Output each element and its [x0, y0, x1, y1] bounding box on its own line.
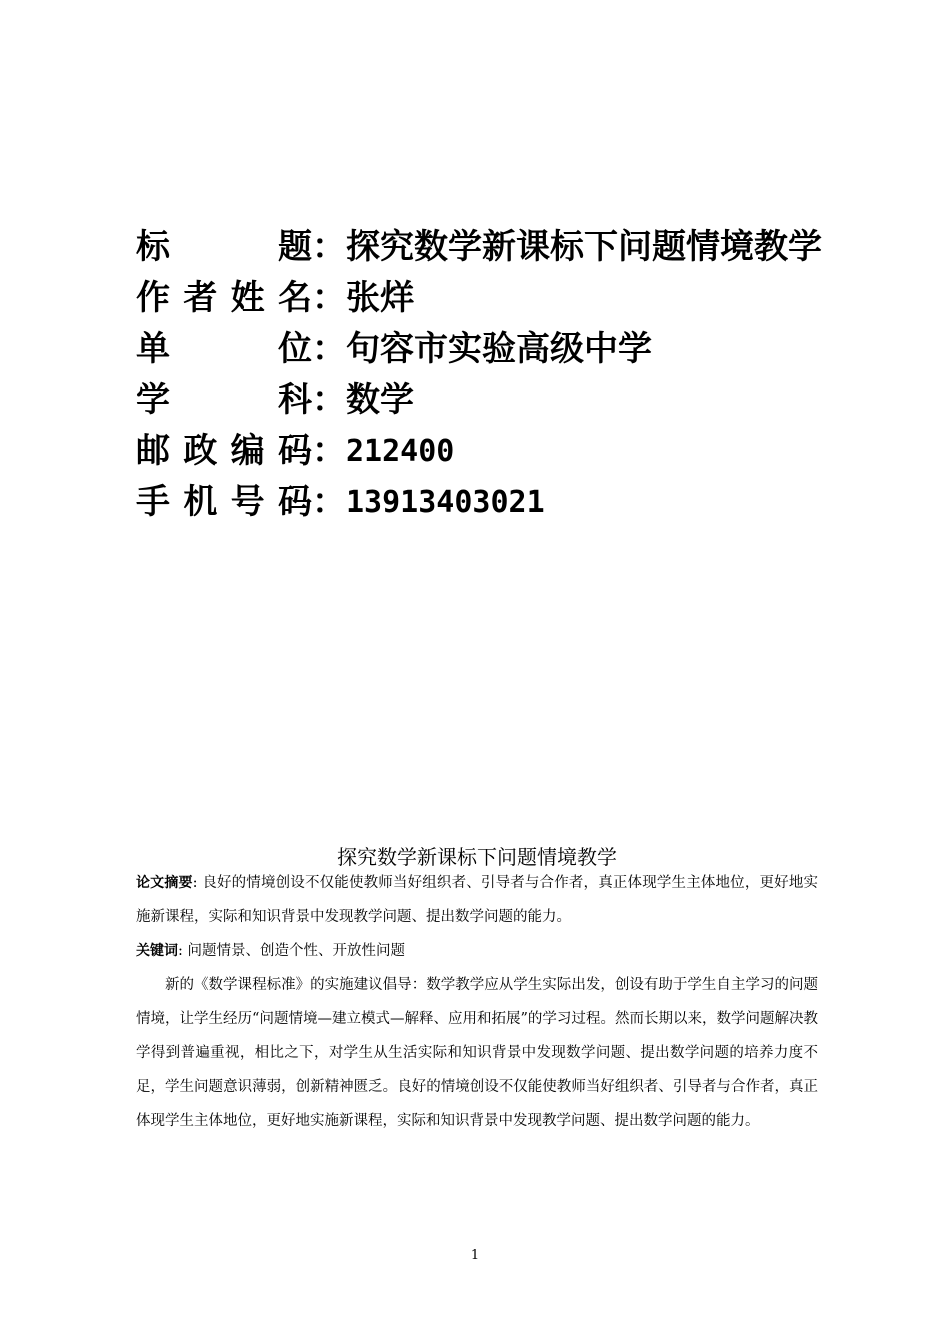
cover-row-title	[136, 222, 856, 273]
abstract-text: : 良好的情境创设不仅能使教师当好组织者、引导者与合作者，真正体现学生主体地位，更好地实施新课程，实际和知识背景中发现教学问题、提出数学问题的能力。	[136, 875, 818, 925]
article-section	[136, 840, 818, 1138]
cover-row-phone	[136, 477, 856, 528]
cover-label-phone: 手机号码	[136, 482, 312, 522]
keywords-text: : 问题情景、创造个性、开放性问题	[178, 943, 405, 959]
cover-value-unit: 句容市实验高级中学	[346, 329, 652, 369]
cover-value-postcode: 212400	[346, 434, 455, 469]
page-number: 1	[470, 1248, 480, 1263]
cover-row-subject	[136, 375, 856, 426]
body-paragraph: 新的《数学课程标准》的实施建议倡导：数学教学应从学生实际出发，创设有助于学生自主学习的问题情境，让学生经历“问题情境—建立模式—解释、应用和拓展”的学习过程。然而长期以来，数学问题解决教学得到普遍重视，相比之下，对学生从生活实际和知识背景中发现数学问题、提出数学问题的培养力度不足，学生问题意识薄弱，创新精神匮乏。良好的情境创设不仅能使教师当好组织者、引导者与合作者，真正体现学生主体地位，更好地实施新课程，实际和知识背景中发现教学问题、提出数学问题的能力。	[136, 977, 818, 1129]
abstract-label: 论文摘要	[136, 875, 193, 891]
cover-info-block	[136, 222, 856, 528]
cover-row-author	[136, 273, 856, 324]
cover-value-author: 张烊	[346, 278, 414, 318]
article-title: 探究数学新课标下问题情境教学	[337, 845, 617, 869]
cover-colon: ：	[312, 482, 346, 522]
cover-colon: ：	[312, 227, 346, 267]
abstract-paragraph	[136, 866, 818, 934]
keywords-label: 关键词	[136, 943, 178, 959]
cover-row-postcode	[136, 426, 856, 477]
cover-value-subject: 数学	[346, 380, 414, 420]
cover-label-unit: 单位	[136, 329, 312, 369]
cover-value-phone: 13913403021	[346, 485, 545, 520]
cover-row-unit	[136, 324, 856, 375]
cover-colon: ：	[312, 278, 346, 318]
keywords-paragraph	[136, 934, 818, 968]
cover-value-title: 探究数学新课标下问题情境教学	[346, 227, 822, 267]
cover-colon: ：	[312, 329, 346, 369]
cover-colon: ：	[312, 431, 346, 471]
cover-label-postcode: 邮政编码	[136, 431, 312, 471]
cover-colon: ：	[312, 380, 346, 420]
cover-label-title: 标题	[136, 227, 312, 267]
cover-label-author: 作者姓名	[136, 278, 312, 318]
cover-label-subject: 学科	[136, 380, 312, 420]
